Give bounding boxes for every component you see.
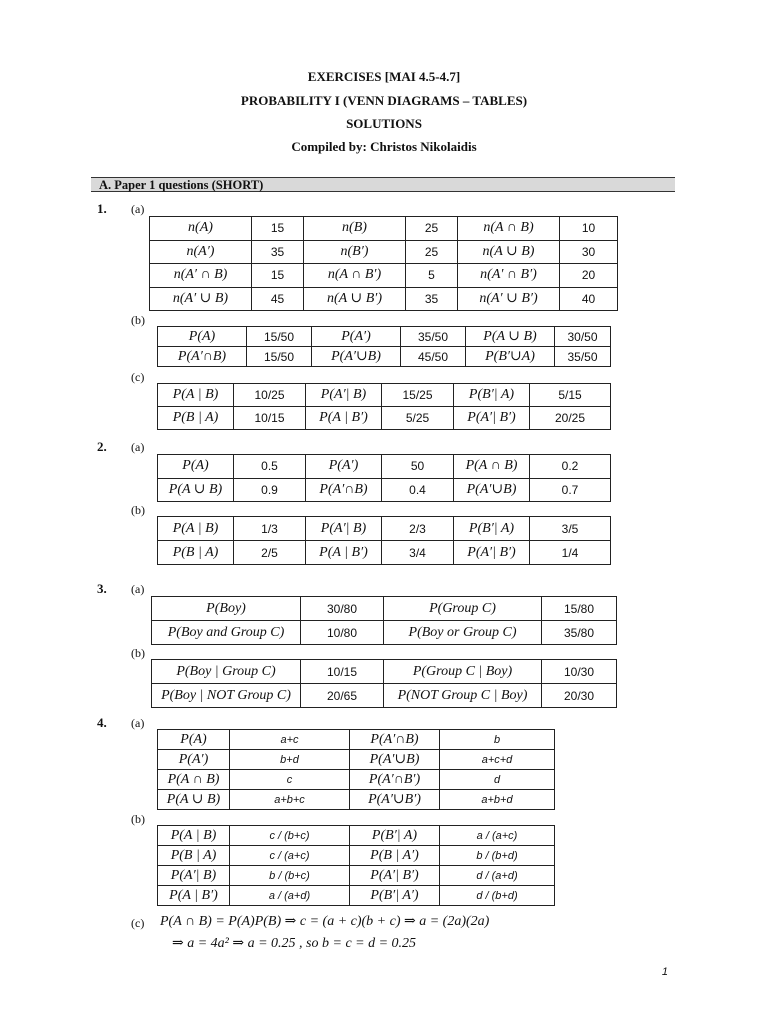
part-label: (b)	[131, 812, 145, 826]
table-cell-value: 10/80	[301, 621, 384, 645]
table-cell-label: P(A′| B)	[306, 384, 382, 407]
table-cell-label: P(A ∪ B)	[466, 327, 555, 347]
table-cell-value: 20/65	[301, 684, 384, 708]
table-cell-value: 35	[406, 287, 458, 311]
table-cell-value: 20	[560, 264, 618, 288]
table-cell-value: 5/25	[382, 407, 454, 430]
table-cell-value: c / (a+c)	[230, 846, 350, 866]
table-cell-label: n(A′)	[150, 240, 252, 264]
table-cell-value: a+c+d	[440, 750, 555, 770]
table-row	[158, 517, 611, 541]
q3a-table	[151, 596, 617, 645]
table-cell-value: 30/80	[301, 597, 384, 621]
table-row	[150, 287, 618, 311]
table-cell-value: 25	[406, 217, 458, 241]
table-cell-label: n(A′ ∪ B′)	[458, 287, 560, 311]
part-label: (b)	[131, 313, 145, 327]
doc-title-line1: EXERCISES [MAI 4.5-4.7]	[307, 69, 461, 84]
table-cell-label: P(B′| A)	[350, 826, 440, 846]
table-cell-value: 2/5	[234, 541, 306, 565]
table-cell-label: n(A′ ∩ B′)	[458, 264, 560, 288]
table-row	[158, 866, 555, 886]
table-cell-label: P(A ∪ B)	[158, 478, 234, 502]
table-cell-label: P(A′)	[312, 327, 401, 347]
table-cell-value: 15/25	[382, 384, 454, 407]
table-cell-label: P(B′| A)	[454, 384, 530, 407]
table-row	[158, 750, 555, 770]
table-cell-label: P(Boy or Group C)	[384, 621, 542, 645]
table-cell-label: P(A | B′)	[306, 407, 382, 430]
doc-title-line2: PROBABILITY I (VENN DIAGRAMS – TABLES)	[240, 93, 528, 108]
table-cell-value: 35/50	[555, 347, 611, 367]
table-row	[152, 621, 617, 645]
table-cell-value: 2/3	[382, 517, 454, 541]
table-row	[150, 217, 618, 241]
table-cell-label: P(A′| B)	[158, 866, 230, 886]
table-cell-label: P(Group C)	[384, 597, 542, 621]
table-cell-label: P(Group C | Boy)	[384, 660, 542, 684]
q4a-table	[157, 729, 555, 810]
table-cell-label: P(A′∪B)	[312, 347, 401, 367]
table-cell-label: P(A′∪B)	[350, 750, 440, 770]
table-cell-label: n(B′)	[304, 240, 406, 264]
table-row	[158, 478, 611, 502]
table-row	[158, 826, 555, 846]
table-cell-value: c / (b+c)	[230, 826, 350, 846]
table-row	[150, 264, 618, 288]
q2b-table	[157, 516, 611, 565]
table-cell-label: P(A ∩ B)	[158, 770, 230, 790]
table-row	[152, 684, 617, 708]
table-row	[150, 240, 618, 264]
table-cell-label: P(A ∩ B)	[454, 455, 530, 479]
table-cell-value: 10/25	[234, 384, 306, 407]
table-cell-value: d / (a+d)	[440, 866, 555, 886]
table-row	[158, 384, 611, 407]
table-cell-label: n(A′ ∪ B)	[150, 287, 252, 311]
part-label: (a)	[131, 582, 145, 596]
table-cell-label: P(Boy and Group C)	[152, 621, 301, 645]
table-cell-value: 25	[406, 240, 458, 264]
table-cell-label: P(A′∪B′)	[350, 790, 440, 810]
table-row	[152, 660, 617, 684]
table-cell-label: n(A ∩ B′)	[304, 264, 406, 288]
table-cell-value: 35/80	[542, 621, 617, 645]
table-cell-value: 3/4	[382, 541, 454, 565]
table-cell-value: d	[440, 770, 555, 790]
table-cell-label: P(A′| B)	[306, 517, 382, 541]
table-cell-value: a+b+d	[440, 790, 555, 810]
table-cell-value: 10/15	[301, 660, 384, 684]
question-number: 4.	[97, 715, 107, 730]
table-cell-value: 5	[406, 264, 458, 288]
table-cell-label: P(A)	[158, 455, 234, 479]
table-cell-label: P(A | B)	[158, 384, 234, 407]
section-heading: A. Paper 1 questions (SHORT)	[91, 177, 675, 192]
table-cell-label: P(A′)	[158, 750, 230, 770]
table-cell-value: 35	[252, 240, 304, 264]
table-cell-value: 0.2	[530, 455, 611, 479]
table-row	[152, 597, 617, 621]
table-row	[158, 730, 555, 750]
table-cell-value: b+d	[230, 750, 350, 770]
q1a-table	[149, 216, 618, 311]
table-cell-value: 5/15	[530, 384, 611, 407]
table-cell-label: P(A′∩B)	[350, 730, 440, 750]
q1b-table	[157, 326, 611, 367]
table-cell-value: 15/80	[542, 597, 617, 621]
table-cell-label: P(B′| A′)	[350, 886, 440, 906]
q4c-equation-line1: P(A ∩ B) = P(A)P(B) ⇒ c = (a + c)(b + c) ⇒ a = (2a)(2a)	[160, 914, 490, 929]
part-label: (b)	[131, 646, 145, 660]
q3b-table	[151, 659, 617, 708]
table-cell-value: 10	[560, 217, 618, 241]
table-cell-value: c	[230, 770, 350, 790]
table-cell-value: 15/50	[247, 327, 312, 347]
table-row	[158, 846, 555, 866]
table-cell-label: P(A | B)	[158, 826, 230, 846]
table-row	[158, 790, 555, 810]
question-number: 2.	[97, 439, 107, 454]
table-cell-label: P(B | A)	[158, 541, 234, 565]
table-cell-label: n(A ∪ B)	[458, 240, 560, 264]
table-cell-value: a+c	[230, 730, 350, 750]
table-cell-value: 15/50	[247, 347, 312, 367]
table-cell-label: P(A′| B′)	[454, 541, 530, 565]
table-cell-value: 15	[252, 217, 304, 241]
table-cell-value: 1/3	[234, 517, 306, 541]
table-cell-value: 0.4	[382, 478, 454, 502]
table-row	[158, 347, 611, 367]
part-label: (b)	[131, 503, 145, 517]
table-cell-value: 45	[252, 287, 304, 311]
table-cell-value: 50	[382, 455, 454, 479]
table-cell-label: P(A ∪ B)	[158, 790, 230, 810]
table-cell-value: 30/50	[555, 327, 611, 347]
part-label: (a)	[131, 202, 145, 216]
table-cell-value: 20/25	[530, 407, 611, 430]
part-label: (c)	[131, 370, 145, 384]
table-cell-label: n(A)	[150, 217, 252, 241]
table-cell-label: P(Boy)	[152, 597, 301, 621]
table-cell-value: a / (a+d)	[230, 886, 350, 906]
table-cell-value: a / (a+c)	[440, 826, 555, 846]
table-cell-value: 45/50	[401, 347, 466, 367]
q1c-table	[157, 383, 611, 430]
table-cell-label: P(A)	[158, 730, 230, 750]
table-cell-value: 20/30	[542, 684, 617, 708]
table-cell-label: n(A ∪ B′)	[304, 287, 406, 311]
table-cell-label: P(A | B)	[158, 517, 234, 541]
table-cell-value: 10/30	[542, 660, 617, 684]
table-cell-value: d / (b+d)	[440, 886, 555, 906]
table-cell-value: 30	[560, 240, 618, 264]
part-label: (a)	[131, 440, 145, 454]
table-cell-label: P(A′∪B)	[454, 478, 530, 502]
table-cell-value: 0.7	[530, 478, 611, 502]
table-row	[158, 455, 611, 479]
table-cell-value: b / (b+d)	[440, 846, 555, 866]
table-cell-value: 40	[560, 287, 618, 311]
table-cell-label: P(A | B′)	[158, 886, 230, 906]
question-number: 3.	[97, 581, 107, 596]
table-cell-label: P(A′∩B)	[158, 347, 247, 367]
table-row	[158, 327, 611, 347]
table-cell-label: n(B)	[304, 217, 406, 241]
table-row	[158, 770, 555, 790]
table-cell-label: P(NOT Group C | Boy)	[384, 684, 542, 708]
table-cell-value: 10/15	[234, 407, 306, 430]
table-cell-label: P(B | A)	[158, 407, 234, 430]
doc-author: Compiled by: Christos Nikolaidis	[291, 139, 477, 154]
q2a-table	[157, 454, 611, 502]
table-cell-value: 3/5	[530, 517, 611, 541]
table-cell-label: P(A | B′)	[306, 541, 382, 565]
table-cell-value: b	[440, 730, 555, 750]
table-cell-value: a+b+c	[230, 790, 350, 810]
doc-title-line3: SOLUTIONS	[346, 116, 422, 131]
table-cell-label: n(A′ ∩ B)	[150, 264, 252, 288]
table-cell-value: b / (b+c)	[230, 866, 350, 886]
table-cell-value: 0.5	[234, 455, 306, 479]
table-row	[158, 886, 555, 906]
table-cell-label: P(B | A′)	[350, 846, 440, 866]
question-number: 1.	[97, 201, 107, 216]
table-cell-value: 1/4	[530, 541, 611, 565]
table-cell-label: P(A′∩B)	[306, 478, 382, 502]
part-label: (c)	[131, 916, 145, 930]
table-cell-value: 35/50	[401, 327, 466, 347]
table-cell-label: P(B′∪A)	[466, 347, 555, 367]
table-cell-label: P(A′| B′)	[350, 866, 440, 886]
part-label: (a)	[131, 716, 145, 730]
table-cell-label: P(A′∩B′)	[350, 770, 440, 790]
table-cell-value: 15	[252, 264, 304, 288]
table-cell-label: P(A′| B′)	[454, 407, 530, 430]
table-cell-label: P(A)	[158, 327, 247, 347]
table-cell-label: P(Boy | NOT Group C)	[152, 684, 301, 708]
page-number: 1	[661, 966, 668, 978]
q4c-equation-line2: ⇒ a = 4a² ⇒ a = 0.25 , so b = c = d = 0.25	[172, 936, 417, 951]
table-cell-label: P(B′| A)	[454, 517, 530, 541]
table-cell-label: P(A′)	[306, 455, 382, 479]
table-cell-label: P(B | A)	[158, 846, 230, 866]
table-cell-label: P(Boy | Group C)	[152, 660, 301, 684]
table-cell-value: 0.9	[234, 478, 306, 502]
table-cell-label: n(A ∩ B)	[458, 217, 560, 241]
q4b-table	[157, 825, 555, 906]
table-row	[158, 407, 611, 430]
table-row	[158, 541, 611, 565]
